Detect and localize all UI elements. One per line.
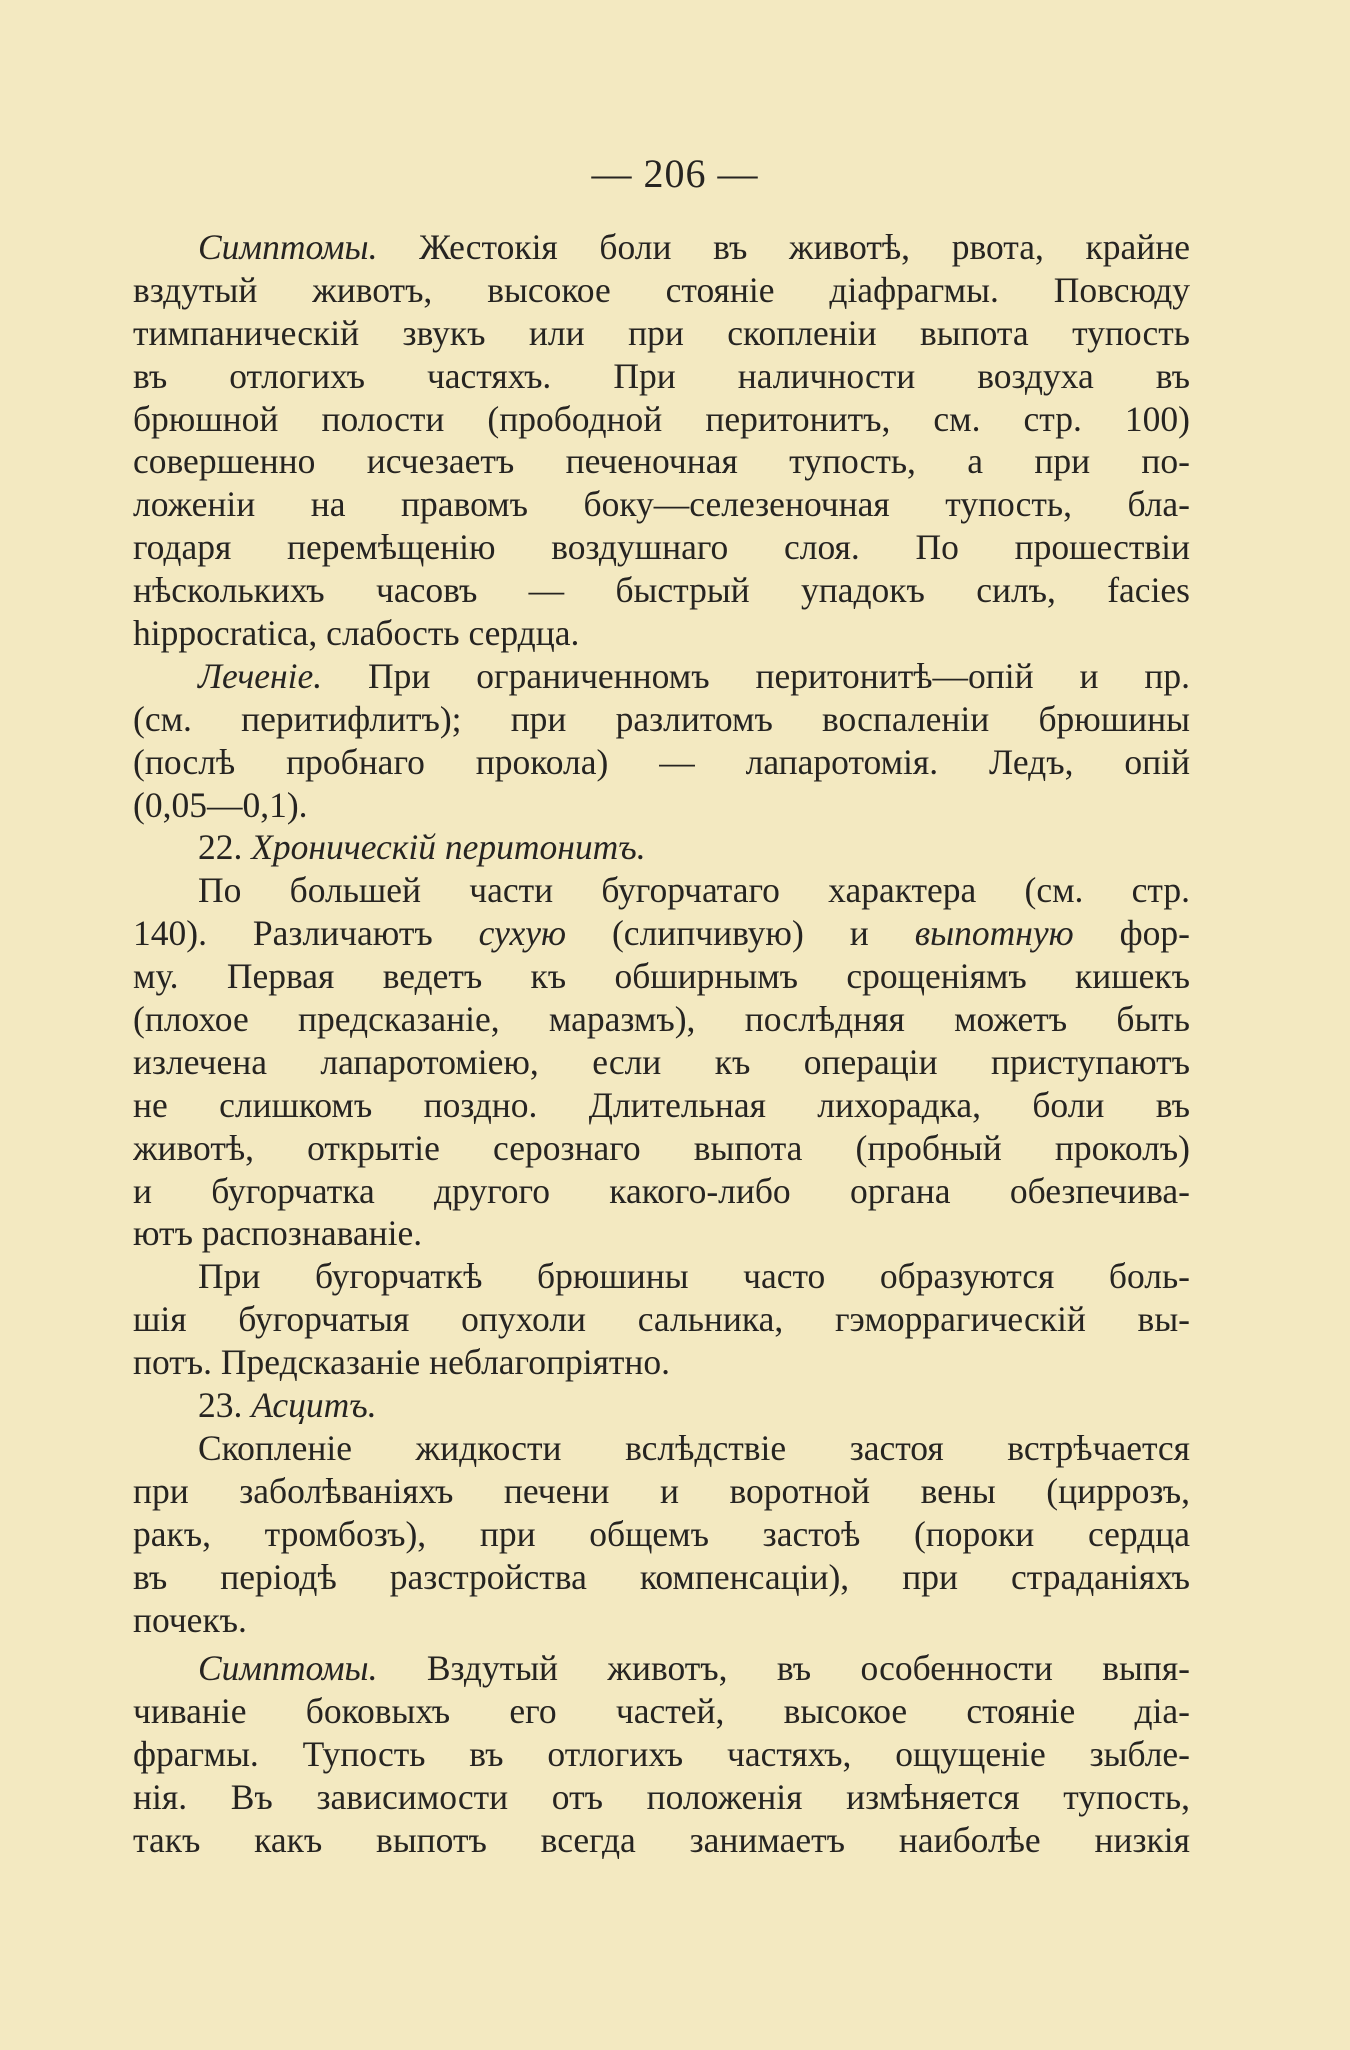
text-run: такъ какъ выпотъ всегда занимаетъ наиболѣе низкія [133,1819,1190,1860]
text-run: и бугорчатка другого какого-либо органа обезпечива- [133,1170,1190,1211]
italic-run: выпотную [914,913,1074,954]
text-line [133,269,1190,312]
text-run: въ отлогихъ частяхъ. При наличности воздуха въ [133,355,1190,396]
italic-run: Асцитъ. [251,1385,377,1426]
text-line [133,569,1190,612]
text-line [133,1647,1190,1690]
text-line [133,1255,1190,1298]
page-body-text [133,226,1190,1862]
text-line [133,1556,1190,1599]
italic-run: сухую [478,913,567,954]
text-run: При бугорчаткѣ брюшины часто образуются боль- [198,1256,1190,1297]
text-run: совершенно исчезаетъ печеночная тупость, а при по- [133,441,1190,482]
text-line [133,1298,1190,1341]
text-run: 23. [198,1385,252,1426]
text-run: ракъ, тромбозъ), при общемъ застоѣ (пороки сердца [133,1513,1190,1554]
text-line [133,1084,1190,1127]
text-line [133,1733,1190,1776]
text-line [133,312,1190,355]
text-run: при заболѣваніяхъ печени и воротной вены (циррозъ, [133,1470,1190,1511]
text-line [133,1170,1190,1213]
text-run: чиваніе боковыхъ его частей, высокое стояніе діа- [133,1691,1190,1732]
text-line [133,912,1190,955]
text-line [133,398,1190,441]
section-heading [133,1384,1190,1427]
text-line [133,784,1190,827]
text-run: ложеніи на правомъ боку—селезеночная тупость, бла- [133,484,1190,525]
text-line [133,955,1190,998]
text-run: въ періодѣ разстройства компенсаціи), при страданіяхъ [133,1556,1190,1597]
text-run: му. Первая ведетъ къ обширнымъ срощеніямъ кишекъ [133,956,1190,997]
text-run: тимпаническій звукъ или при скопленіи выпота тупость [133,312,1190,353]
text-run: излечена лапаротоміею, если къ операціи приступаютъ [133,1041,1190,1082]
text-line [133,226,1190,269]
text-line [133,1776,1190,1819]
text-line [133,612,1190,655]
text-line [133,1599,1190,1642]
text-run: Скопленіе жидкости вслѣдствіе застоя встрѣчается [198,1427,1190,1468]
text-run: потъ. Предсказаніе неблагопріятно. [133,1342,671,1383]
text-run: (плохое предсказаніе, маразмъ), послѣдняя можетъ быть [133,999,1190,1040]
text-line [133,1341,1190,1384]
text-run: нія. Въ зависимости отъ положенія измѣняется тупость, [133,1777,1190,1818]
text-line [133,869,1190,912]
text-run: По большей части бугорчатаго характера (см. стр. [198,870,1190,911]
italic-run: Хроническій перитонитъ. [251,827,646,868]
text-run: 22. [198,827,252,868]
text-run: годаря перемѣщенію воздушнаго слоя. По прошествіи [133,527,1190,568]
text-line [133,1041,1190,1084]
text-run: фор- [1073,913,1190,954]
italic-run: Леченіе. [198,655,323,696]
text-line [133,1470,1190,1513]
text-line [133,526,1190,569]
text-run: (слипчивую) и [566,913,915,954]
text-run: не слишкомъ поздно. Длительная лихорадка, боли въ [133,1084,1190,1125]
text-run: Вздутый животъ, въ особенности выпя- [377,1648,1190,1689]
text-run: При ограниченномъ перитонитѣ—опій и пр. [322,655,1190,696]
text-run: брюшной полости (прободной перитонитъ, см. стр. 100) [133,398,1190,439]
section-heading [133,826,1190,869]
text-run: hippocratica, слабость сердца. [133,613,580,654]
text-run: шія бугорчатыя опухоли сальника, гэморрагическій вы- [133,1299,1190,1340]
italic-run: Симптомы. [198,1648,378,1689]
italic-run: Симптомы. [198,227,378,267]
text-line [133,1212,1190,1255]
text-run: (см. перитифлитъ); при разлитомъ воспаленіи брюшины [133,698,1190,739]
text-line [133,355,1190,398]
text-line [133,1427,1190,1470]
text-run: животѣ, открытіе серознаго выпота (пробный проколъ) [133,1127,1190,1168]
text-line [133,1690,1190,1733]
text-run: почекъ. [133,1599,247,1640]
text-line [133,1819,1190,1862]
text-line [133,655,1190,698]
text-line [133,741,1190,784]
text-line [133,1127,1190,1170]
text-line [133,698,1190,741]
text-run: Жестокія боли въ животѣ, рвота, крайне [377,227,1190,267]
text-run: (послѣ пробнаго прокола) — лапаротомія. Ледъ, опій [133,741,1190,782]
text-line [133,998,1190,1041]
text-run: нѣсколькихъ часовъ — быстрый упадокъ силъ, facies [133,570,1190,611]
text-line [133,1513,1190,1556]
page-number: — 206 — [591,151,759,196]
text-run: фрагмы. Тупость въ отлогихъ частяхъ, ощущеніе зыбле- [133,1734,1190,1775]
text-line [133,440,1190,483]
text-run: (0,05—0,1). [133,784,308,825]
text-line [133,483,1190,526]
text-run: ютъ распознаваніе. [133,1213,423,1254]
text-run: 140). Различаютъ [133,913,479,954]
text-run: вздутый животъ, высокое стояніе діафрагмы. Повсюду [133,269,1190,310]
